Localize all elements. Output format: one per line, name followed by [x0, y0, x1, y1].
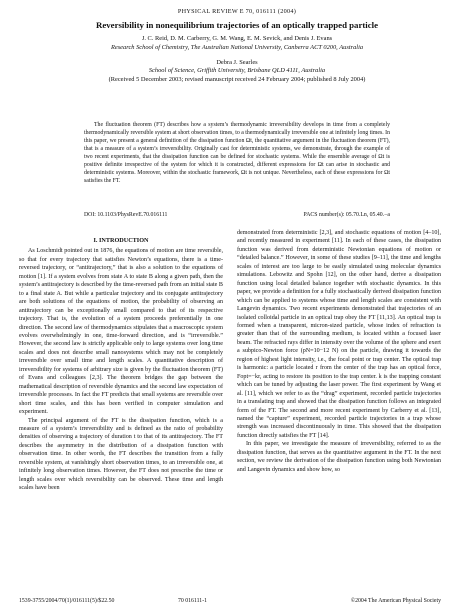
affiliation-2: School of Science, Griffith University, Brisbane QLD 4111, Australia: [148, 67, 326, 75]
footer-issn: 1539-3755/2004/70(1)/016111(5)/$22.50: [19, 598, 115, 604]
pacs-numbers: PACS number(s): 05.70.Ln, 05.40.−a: [303, 212, 390, 218]
authors-group-2: Debra J. Searles: [216, 58, 258, 66]
footer-copyright: ©2004 The American Physical Society: [350, 598, 441, 604]
abstract: [84, 121, 390, 185]
left-column: [19, 237, 223, 493]
paper-title: Reversibility in nonequilibrium trajectories of an optically trapped particle: [96, 20, 378, 30]
running-head: PHYSICAL REVIEW E 70, 016111 (2004): [177, 8, 297, 15]
doi-pacs-row: [84, 212, 390, 218]
right-column: [237, 229, 441, 474]
authors-group-1: J. C. Reid, D. M. Carberry, G. M. Wang, E. M. Sevick, and Denis J. Evans: [141, 35, 333, 42]
paragraph: In this paper, we investigate the measure of irreversibility, referred to as the dissipation function, that serves as the quantitative argument in the FT. In the next section, we review the derivation of the dissipation function using both Newtonian and Langevin dynamics and show how, so: [237, 441, 441, 473]
doi-link[interactable]: DOI: 10.1103/PhysRevE.70.016111: [84, 212, 168, 218]
affiliation-1: Research School of Chemistry, The Australian National University, Canberra ACT 0200, Australia: [110, 43, 364, 51]
received-dates: (Received 5 December 2003; revised manuscript received 24 February 2004; published 8 July 2004): [108, 76, 366, 84]
section-heading: I. INTRODUCTION: [93, 237, 149, 244]
abstract-text: The fluctuation theorem (FT) describes how a system’s thermodynamic irreversibility develops in time from a completely thermodynamically reversible system at short observation times, to a thermodynamically irreversible one at infinitely long times. In this paper, we present a general definition of the dissipation function Ωt, the quantitative argument in the fluctuation theorem (FT), that is a measure of a system’s irreversibility. Originally cast for deterministic systems, we demonstrate, through the example of two recent experiments, that the dissipation function can be defined for stochastic systems. While the ensemble average of Ωt is positive definite irrespective of the system for which it is constructed, different expressions for Ωt can arise in stochastic and deterministic systems. Moreover, within the stochastic framework, Ωt is not unique. Nevertheless, each of these expressions for Ωt satisfies the FT.: [84, 122, 390, 185]
paragraph: demonstrated from deterministic [2,3], and stochastic equations of motion [4–10], and recently measured in experiment [11]. In each of these cases, the dissipation function was derived from deterministic Newtonian equations of motion or “detailed balance.” However, in some of these studies [9–11], the time and lengths scales of interest are too large to be easily simulated using molecular dynamics simulations. Lebowitz and Spohn [12], on the other hand, derive a dissipation function using local detailed balance together with stochastic dynamics. In this paper, we provide a definition for a fully stochastically derived dissipation function which can be applied to systems whose time and length scales are consistent with Langevin dynamics. Two recent experiments demonstrated that trajectories of an isolated colloidal particle in an optical trap obey the FT [11,13]. An optical trap is formed when a transparent, micron-sized particle, whose index of refraction is greater than that of the surrounding medium, is located within a focused laser beam. The refracted rays differ in intensity over the volume of the sphere and exert a subpico-Newton force (pN=10−12 N) on the particle, drawing it towards the region of highest light intensity, i.e., the focal point or trap center. The optical trap is harmonic: a particle located r from the center of the trap has an optical force, Fopt=−kr, acting to restore its position to the trap center. k is the trapping constant which can be tuned by adjusting the laser power. The first experiment by Wang et al. [11], which we refer to as the “drag” experiment, recorded particle trajectories in a translating trap and showed that the dissipation function follows an integrated form of the FT. The second and more recent experiment by Carberry et al. [13], named the “capture” experiment, recorded particle trajectories in a trap whose strength was increased discontinuously in time. This showed that the dissipation function directly satisfies the FT [14].: [237, 230, 441, 439]
paragraph: As Loschmidt pointed out in 1876, the equations of motion are time reversible, so that for every trajectory that satisfies Newton’s equations, there is a time-reversed trajectory, or “antitrajectory,” that is also a solution to the equations of motion [1]. If a system evolves from state A to state B along a given path, then the system’s antitrajectory is described by the time-reversed path from an initial state B to a final state A. But while a particular trajectory and its conjugate antitrajectory are both solutions of the equations of motion, the probability of observing an antitrajectory can be exceptionally small compared to that of its respective trajectory. That is, the evolution of a system proceeds preferentially in one direction. The second law of thermodynamics stipulates that a macroscopic system evolves overwhelmingly in one, time-forward direction, and is “irreversible.” However, the second law is strictly applicable only to large systems over long time scales and does not describe small nanosystems which may not be completely irreversible over small time and length scales. A quantitative description of irreversibility for systems of arbitrary size is given by the fluctuation theorem (FT) of Evans and colleagues [2,3]. The theorem bridges the gap between the mathematical description of reversible dynamics and the second law expectation of irreversible processes. In fact the FT predicts that small systems are reversible over short time scales, and this has been verified in computer simulation and experiment.: [19, 248, 223, 416]
author-block: [0, 35, 474, 85]
footer-page-number: 70 016111-1: [178, 598, 208, 604]
paragraph: The principal argument of the FT is the dissipation function, which is a measure of a system’s irreversibility and is defined as the ratio of probability densities of observing a trajectory of duration t to that of its antitrajectory. The FT describes the asymmetry in the distribution of a dissipation function with observation time. In other words, the FT describes the transition from a fully reversible system, at vanishingly short observation times, to an irreversible one, at infinitely long observation times. However, the FT does not prescribe the time or length scales over which reversibility can be observed. These time and length scales have been: [19, 417, 223, 492]
